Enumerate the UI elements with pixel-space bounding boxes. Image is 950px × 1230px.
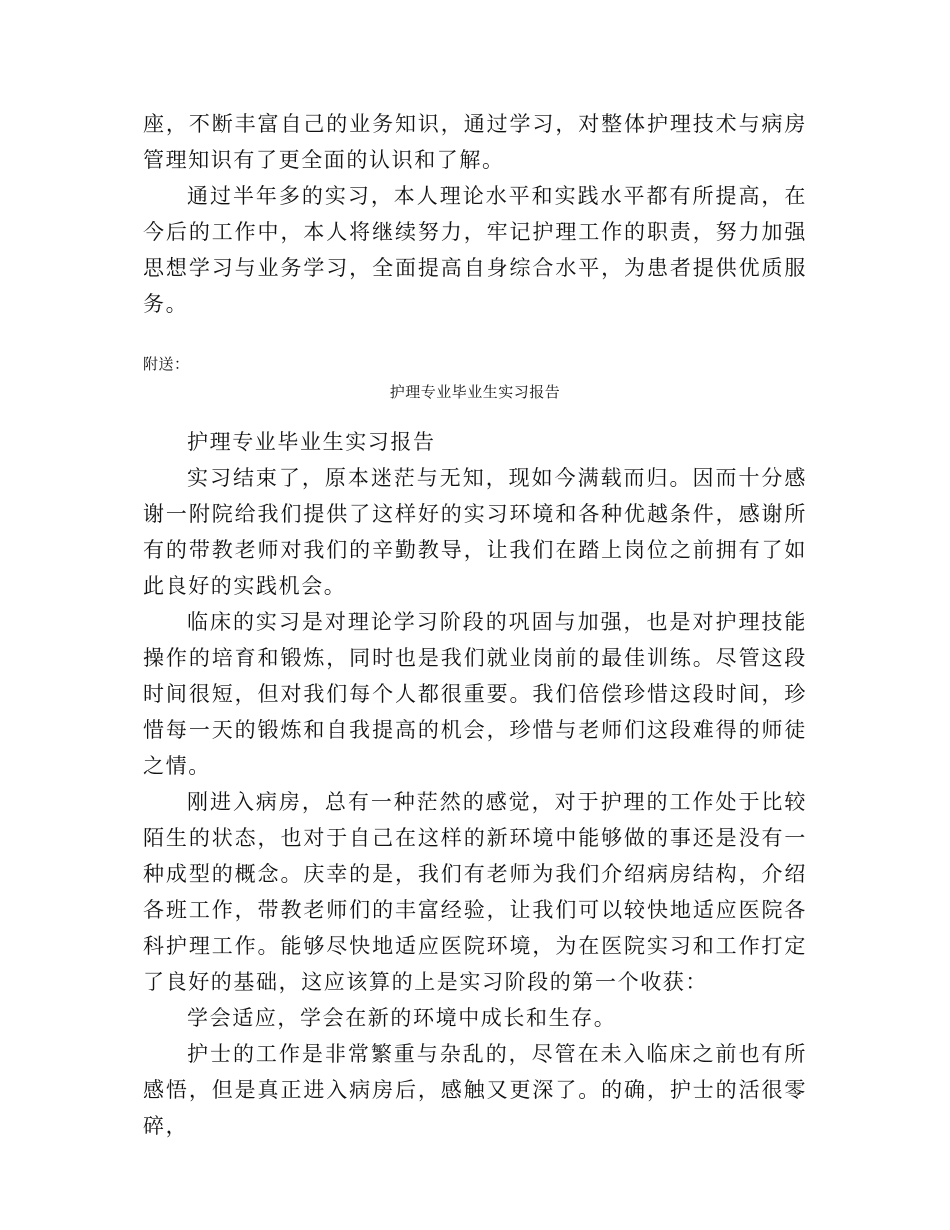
top-section bbox=[143, 106, 807, 322]
report-heading: 护理专业毕业生实习报告 bbox=[187, 430, 436, 454]
paragraph-conclusion: 通过半年多的实习，本人理论水平和实践水平都有所提高，在今后的工作中，本人将继续努力，牢记护理工作的职责，努力加强思想学习与业务学习，全面提高自身综合水平，为患者提供优质服务。 bbox=[143, 184, 807, 316]
report-paragraph-1: 实习结束了，原本迷茫与无知，现如今满载而归。因而十分感谢一附院给我们提供了这样好的实习环境和各种优越条件，感谢所有的带教老师对我们的辛勤教导，让我们在踏上岗位之前拥有了如此良好的实践机会。 bbox=[143, 466, 807, 598]
report-paragraph-3: 刚进入病房，总有一种茫然的感觉，对于护理的工作处于比较陌生的状态，也对于自己在这样的新环境中能够做的事还是没有一种成型的概念。庆幸的是，我们有老师为我们介绍病房结构，介绍各班工作，带教老师们的丰富经验，让我们可以较快地适应医院各科护理工作。能够尽快地适应医院环境，为在医院实习和工作打定了良好的基础，这应该算的上是实习阶段的第一个收获： bbox=[143, 790, 807, 994]
report-section bbox=[143, 424, 807, 1144]
appendix-title: 护理专业毕业生实习报告 bbox=[389, 383, 561, 401]
report-paragraph-2: 临床的实习是对理论学习阶段的巩固与加强，也是对护理技能操作的培育和锻炼，同时也是我们就业岗前的最佳训练。尽管这段时间很短，但对我们每个人都很重要。我们倍偿珍惜这段时间，珍惜每一天的锻炼和自我提高的机会，珍惜与老师们这段难得的师徒之情。 bbox=[143, 610, 807, 778]
paragraph-continued: 座，不断丰富自己的业务知识，通过学习，对整体护理技术与病房管理知识有了更全面的认识和了解。 bbox=[143, 112, 807, 172]
report-paragraph-5: 护士的工作是非常繁重与杂乱的，尽管在未入临床之前也有所感悟，但是真正进入病房后，感触又更深了。的确，护士的活很零碎， bbox=[143, 1042, 807, 1138]
appendix-label: 附送： bbox=[143, 355, 190, 373]
report-paragraph-4: 学会适应，学会在新的环境中成长和生存。 bbox=[187, 1006, 617, 1030]
